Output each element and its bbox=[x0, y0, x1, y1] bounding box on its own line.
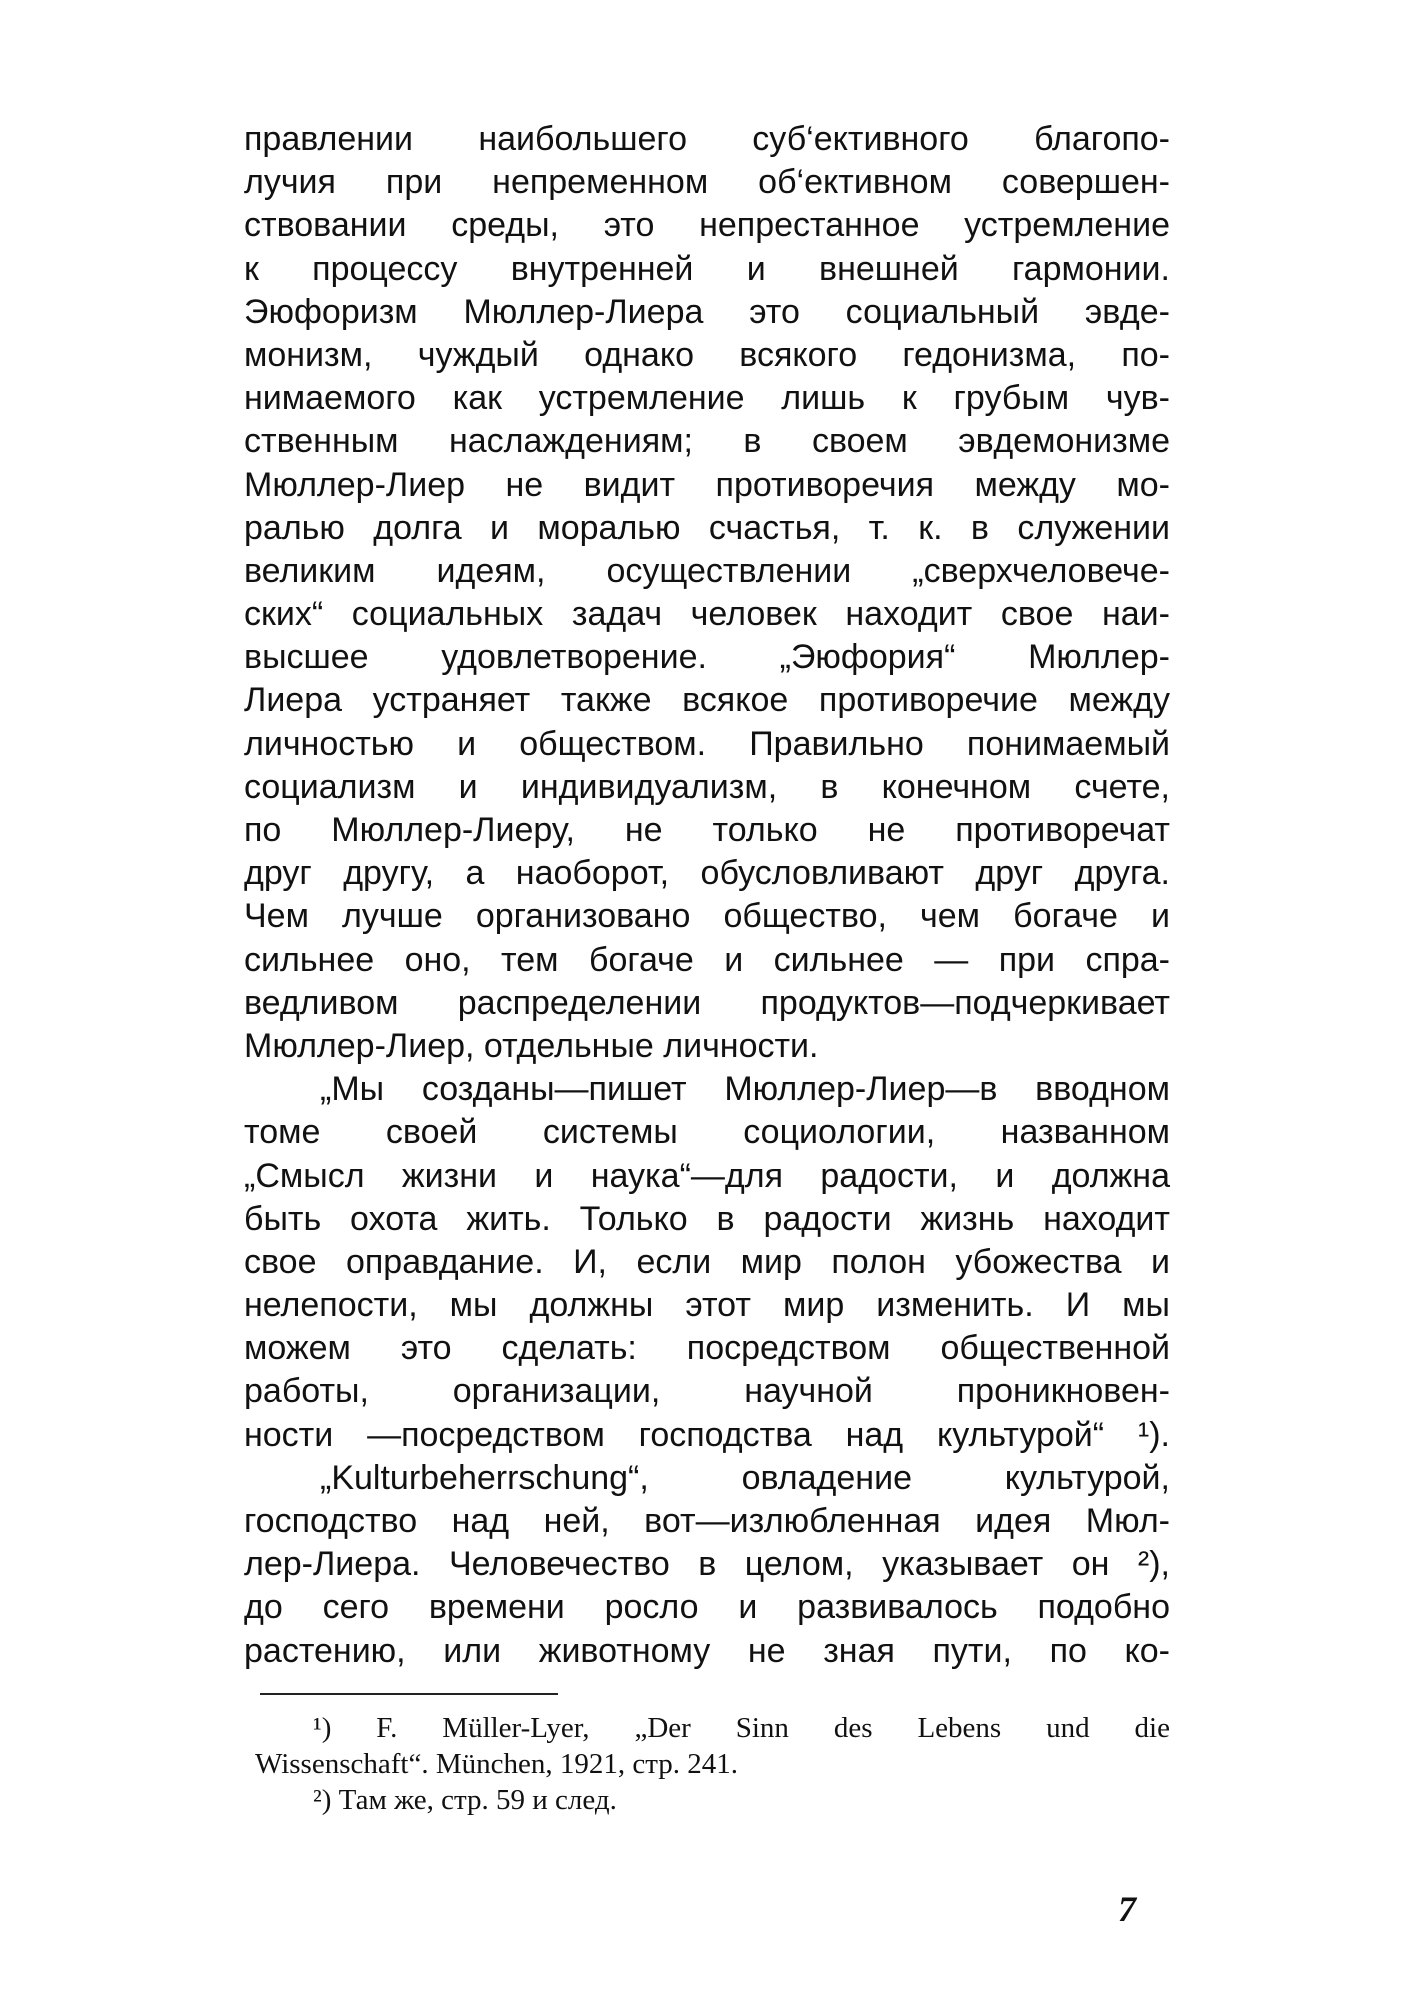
text-line: быть охота жить. Только в радости жизнь находит bbox=[244, 1199, 1170, 1238]
text-line: личностью и обществом. Правильно понимаемый bbox=[244, 724, 1170, 763]
text-line: ствовании среды, это непрестанное устремление bbox=[244, 206, 1170, 245]
text-line: господство над ней, вот—излюбленная идея Мюл- bbox=[244, 1502, 1170, 1540]
text-line: друг другу, а наоборот, обусловливают друг друга. bbox=[244, 854, 1170, 893]
footnote-line: ¹) F. Müller-Lyer, „Der Sinn des Lebens und die bbox=[313, 1712, 1170, 1744]
text-line: Мюллер-Лиер не видит противоречия между мо- bbox=[244, 465, 1170, 504]
text-line: ности —посредством господства над культурой“ ¹). bbox=[244, 1415, 1170, 1454]
text-line: ственным наслаждениям; в своем эвдемонизме bbox=[244, 422, 1170, 461]
footnote-line: Wissenschaft“. München, 1921, стр. 241. bbox=[255, 1748, 739, 1780]
text-line: лучия при непременном об‘ективном совершен- bbox=[244, 163, 1170, 202]
text-line: высшее удовлетворение. „Эюфория“ Мюллер- bbox=[244, 638, 1170, 677]
text-line: ведливом распределении продуктов—подчеркивает bbox=[244, 983, 1170, 1022]
text-line: социализм и индивидуализм, в конечном счете, bbox=[244, 767, 1170, 806]
text-line: Мюллер-Лиер, отдельные личности. bbox=[244, 1026, 819, 1065]
text-line: „Мы созданы—пишет Мюллер-Лиер—в вводном bbox=[320, 1070, 1170, 1109]
text-line: лер-Лиера. Человечество в целом, указывает он ²), bbox=[244, 1545, 1170, 1584]
footnote-separator bbox=[260, 1693, 558, 1695]
text-line: можем это сделать: посредством общественной bbox=[244, 1329, 1170, 1368]
text-line: томе своей системы социологии, названном bbox=[244, 1113, 1170, 1152]
text-line: великим идеям, осуществлении „сверхчеловече- bbox=[244, 551, 1170, 590]
text-line: свое оправдание. И, если мир полон убожества и bbox=[244, 1242, 1170, 1281]
text-line: ралью долга и моралью счастья, т. к. в служении bbox=[244, 508, 1170, 547]
text-line: „Смысл жизни и наука“—для радости, и должна bbox=[244, 1156, 1170, 1195]
text-line: работы, организации, научной проникновен- bbox=[244, 1372, 1170, 1411]
text-line: Эюфоризм Мюллер-Лиера это социальный эвде- bbox=[244, 292, 1170, 331]
text-line: Лиера устраняет также всякое противоречие между bbox=[244, 681, 1170, 720]
text-line: сильнее оно, тем богаче и сильнее — при спра- bbox=[244, 940, 1170, 979]
text-line: „Kulturbeherrschung“, овладение культурой, bbox=[320, 1458, 1170, 1497]
text-line: нелепости, мы должны этот мир изменить. И мы bbox=[244, 1286, 1170, 1325]
text-line: до сего времени росло и развивалось подобно bbox=[244, 1588, 1170, 1627]
text-line: монизм, чуждый однако всякого гедонизма, по- bbox=[244, 335, 1170, 374]
page-number: 7 bbox=[1118, 1889, 1136, 1929]
text-line: по Мюллер-Лиеру, не только не противоречат bbox=[244, 811, 1170, 849]
text-line: правлении наибольшего суб‘ективного благопо- bbox=[244, 120, 1170, 158]
text-line: Чем лучше организовано общество, чем богаче и bbox=[244, 897, 1170, 936]
text-line: растению, или животному не зная пути, по ко- bbox=[244, 1631, 1170, 1670]
footnote-line: ²) Там же, стр. 59 и след. bbox=[313, 1784, 617, 1816]
footnotes bbox=[255, 1710, 1170, 1818]
text-line: нимаемого как устремление лишь к грубым чув- bbox=[244, 379, 1170, 418]
text-line: ских“ социальных задач человек находит свое наи- bbox=[244, 595, 1170, 634]
text-line: к процессу внутренней и внешней гармонии. bbox=[244, 249, 1170, 288]
main-text bbox=[244, 118, 1170, 1673]
